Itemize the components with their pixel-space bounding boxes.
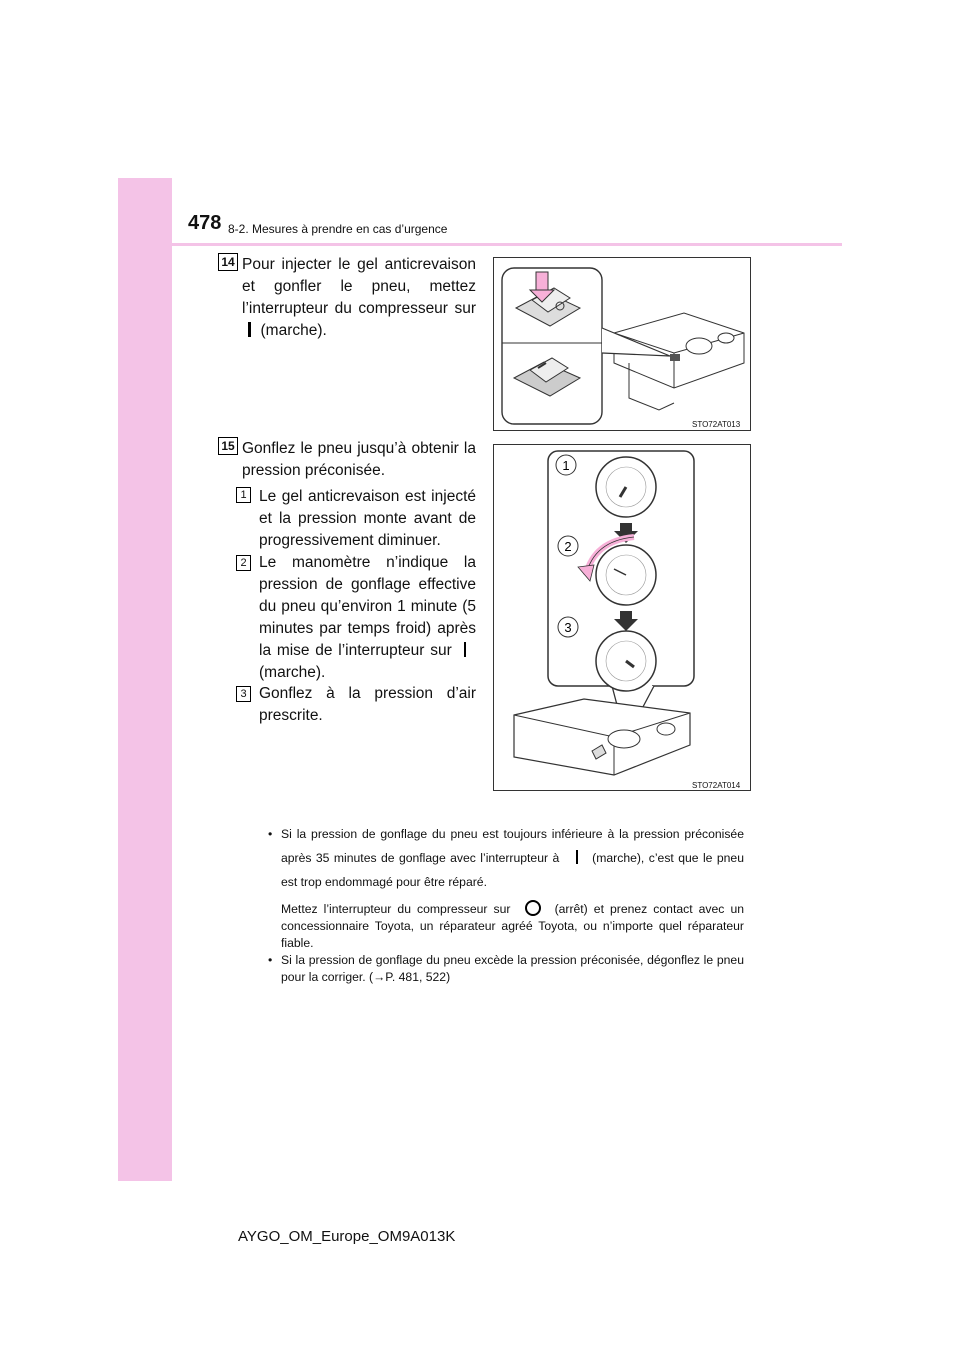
step-badge-14: 14 (218, 253, 238, 271)
step-15-intro: Gonflez le pneu jusqu’à obtenir la pression préconisée. (242, 440, 476, 479)
step-14-text-before: Pour injecter le gel anticrevaison et gonfler le pneu, mettez l’interrupteur du compresseur sur (242, 256, 476, 317)
figure-label-1: 1 (562, 458, 570, 473)
gauge-2 (596, 545, 656, 605)
substep-badge-2: 2 (236, 555, 251, 571)
note-item (268, 822, 744, 952)
side-color-band (118, 178, 172, 1181)
figure-label-2: 2 (564, 539, 572, 554)
substep-3-text (259, 683, 476, 727)
substep-1-body: Le gel anticrevaison est injecté et la pression monte avant de progressivement diminuer. (259, 488, 476, 549)
step-14-text-after: (marche). (260, 322, 327, 339)
substep-2-text-after: (marche). (259, 664, 326, 681)
note-1-text-b: (marche), c’est que le pneu est trop endommagé pour être réparé. (281, 851, 744, 889)
step-badge-15: 15 (218, 437, 238, 455)
footer-doc-code: AYGO_OM_Europe_OM9A013K (238, 1228, 456, 1245)
gauge-1 (596, 457, 656, 517)
figure-label-3: 3 (564, 620, 572, 635)
off-switch-symbol (525, 900, 541, 916)
substep-3-body: Gonflez à la pression d’air prescrite. (259, 685, 476, 724)
step-15-text (242, 438, 476, 482)
pressure-gauge-illustration (494, 445, 750, 790)
note-1-subparagraph (281, 900, 744, 952)
on-switch-symbol (576, 850, 579, 864)
figure-code-13: STO72AT013 (692, 420, 741, 429)
on-switch-symbol (464, 642, 467, 657)
figure-pressure-gauge (493, 444, 751, 791)
substep-badge-3: 3 (236, 686, 251, 702)
substep-1-text (259, 486, 476, 552)
step-14-text (242, 254, 476, 342)
note-2-text: Si la pression de gonflage du pneu excède la pression préconisée, dégonflez le pneu pour la corriger. (→P. 481, 522) (281, 953, 744, 984)
figure-compressor-switch (493, 257, 751, 431)
note-1-text-a: Si la pression de gonflage du pneu est toujours inférieure à la pression préconisée après 35 minutes de gonflage avec l’interrupteur à (281, 827, 744, 865)
on-switch-symbol (248, 322, 251, 337)
notes-section (268, 822, 744, 986)
substep-2-text-before: Le manomètre n’indique la pression de gonflage effective du pneu qu’environ 1 minute (5 minutes par temps froid) après la mise de l’interrupteur sur (259, 554, 476, 659)
figure-code-14: STO72AT014 (692, 781, 741, 790)
substep-badge-1: 1 (236, 487, 251, 503)
note-item (268, 952, 744, 986)
note-1-sub-before: Mettez l’interrupteur du compresseur sur (281, 902, 511, 916)
note-bullet: • (268, 827, 273, 841)
compressor-switch-illustration (494, 258, 750, 430)
gauge-3 (596, 631, 656, 691)
section-title: 8-2. Mesures à prendre en cas d’urgence (228, 222, 448, 236)
substep-2-text (259, 552, 476, 684)
note-bullet: • (268, 953, 273, 967)
header-rule (172, 243, 842, 246)
page-number: 478 (188, 212, 222, 234)
note-1-sub-after: (arrêt) et prenez contact avec un concessionnaire Toyota, un réparateur agréé Toyota, ou n’importe quel réparateur fiable. (281, 902, 745, 950)
